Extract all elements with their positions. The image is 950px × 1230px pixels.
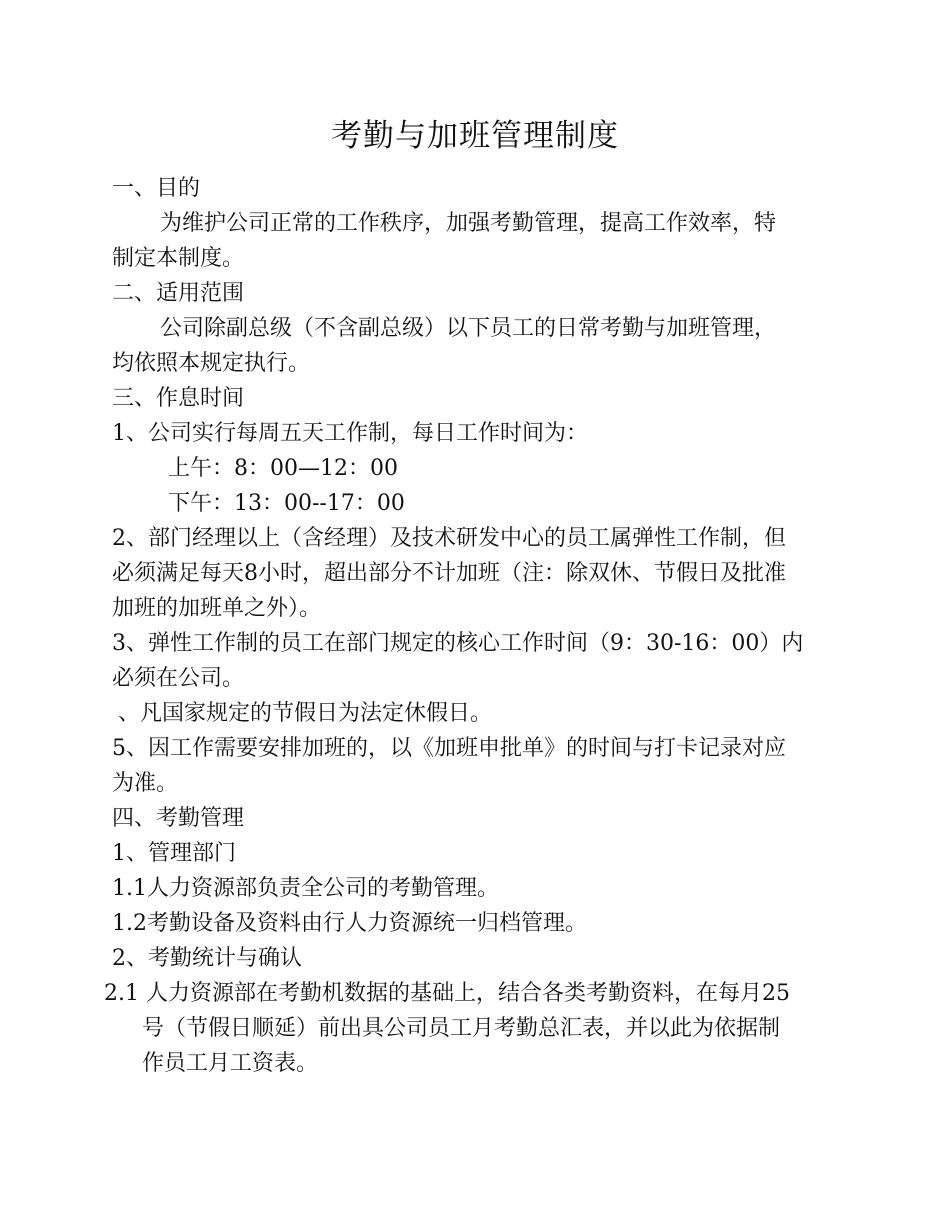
section-heading-purpose: 一、目的 — [112, 176, 201, 201]
paragraph-line: 为准。 — [112, 771, 179, 796]
list-item: 3、弹性工作制的员工在部门规定的核心工作时间（9：30-16：00）内 — [112, 631, 804, 656]
paragraph-line: 必须在公司。 — [112, 666, 245, 691]
list-item: 1、公司实行每周五天工作制，每日工作时间为： — [112, 421, 588, 446]
list-item: 1.1人力资源部负责全公司的考勤管理。 — [112, 876, 499, 901]
document-title: 考勤与加班管理制度 — [331, 118, 619, 154]
paragraph-line: 均依照本规定执行。 — [112, 351, 311, 376]
paragraph-line: 公司除副总级（不含副总级）以下员工的日常考勤与加班管理， — [160, 316, 777, 341]
paragraph-line: 必须满足每天8小时，超出部分不计加班（注：除双休、节假日及批准 — [112, 561, 786, 586]
list-item: 2、考勤统计与确认 — [112, 946, 302, 971]
paragraph-line: 加班的加班单之外）。 — [112, 596, 322, 621]
section-heading-work-hours: 三、作息时间 — [112, 386, 245, 411]
paragraph-line: 制定本制度。 — [112, 246, 245, 271]
section-heading-scope: 二、适用范围 — [112, 281, 245, 306]
afternoon-hours: 下午：13：00--17：00 — [168, 491, 405, 516]
list-item: 5、因工作需要安排加班的，以《加班申批单》的时间与打卡记录对应 — [112, 736, 786, 761]
list-item: 2、部门经理以上（含经理）及技术研发中心的员工属弹性工作制，但 — [112, 526, 786, 551]
section-heading-attendance: 四、考勤管理 — [112, 806, 245, 831]
paragraph-line: 号（节假日顺延）前出具公司员工月考勤总汇表，并以此为依据制 — [142, 1016, 781, 1041]
list-item: 、凡国家规定的节假日为法定休假日。 — [118, 701, 493, 726]
morning-hours: 上午：8：00—12：00 — [168, 456, 398, 481]
paragraph-line: 为维护公司正常的工作秩序，加强考勤管理，提高工作效率，特 — [160, 211, 777, 236]
list-item: 2.1 人力资源部在考勤机数据的基础上，结合各类考勤资料，在每月25 — [104, 981, 790, 1006]
paragraph-line: 作员工月工资表。 — [142, 1051, 319, 1076]
list-item: 1.2考勤设备及资料由行人力资源统一归档管理。 — [112, 911, 587, 936]
list-item: 1、管理部门 — [112, 841, 236, 866]
